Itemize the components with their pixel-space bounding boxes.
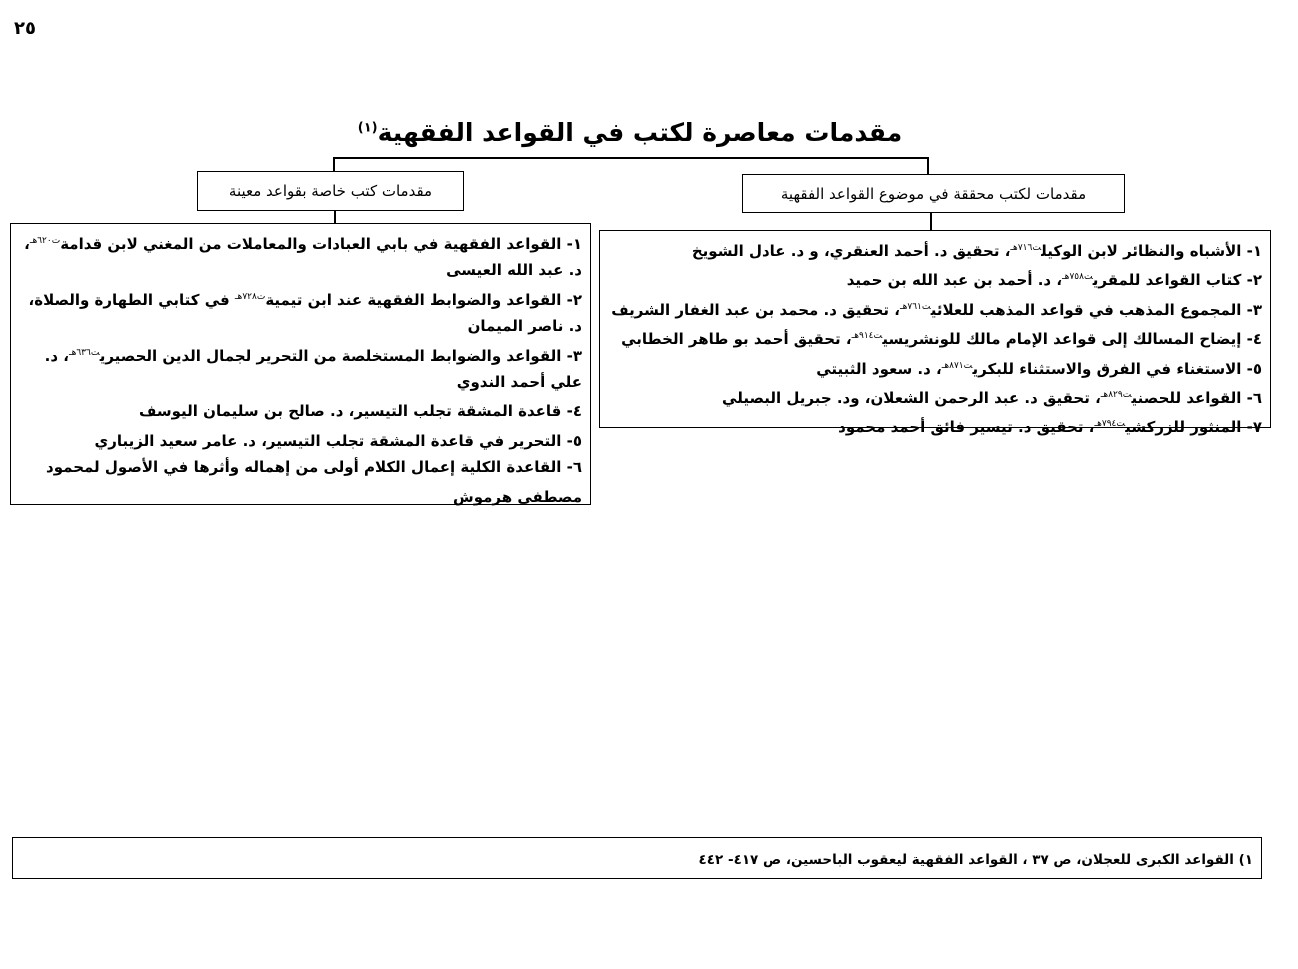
list-item: ٦- القواعد للحصني$^{ت٨٢٩هـ}$، تحقيق د. عبد الرحمن الشعلان، ود. جبريل البصيلي: [722, 389, 1262, 408]
footnote-box: [12, 837, 1262, 879]
list-item: ٣- المجموع المذهب في قواعد المذهب للعلائي$^{ت٧٦١هـ}$، تحقيق د. محمد بن عبد الغفار الشريف: [611, 300, 1262, 319]
list-item: ٢- كتاب القواعد للمقري$^{ت٧٥٨هـ}$، د. أحمد بن عبد الله بن حميد: [846, 271, 1262, 290]
category-box-right: [742, 174, 1125, 213]
list-item: ٦- القاعدة الكلية إعمال الكلام أولى من إهماله وأثرها في الأصول لمحمود مصطفى هرموش: [46, 458, 582, 506]
list-item: ٧- المنثور للزركشي$^{ت٧٩٤هـ}$، تحقيق د. تيسير فائق أحمد محمود: [838, 418, 1262, 437]
footnote-text: ١) القواعد الكبرى للعجلان، ص ٣٧ ، القواعد الفقهية ليعقوب الباحسين، ص ٤١٧- ٤٤٢: [698, 852, 1253, 868]
title-text: مقدمات معاصرة لكتب في القواعد الفقهية: [377, 118, 903, 147]
list-item: ٥- التحرير في قاعدة المشقة تجلب التيسير، د. عامر سعيد الزيباري: [94, 431, 582, 450]
list-item: ١- القواعد الفقهية في بابي العبادات والمعاملات من المغني لابن قدامة$^{ت٦٢٠هـ}$، د. عبد الله العيسى: [24, 235, 582, 280]
list-item: ٢- القواعد والضوابط الفقهية عند ابن تيمية$^{ت٧٢٨هـ}$ في كتابي الطهارة والصلاة، د. ناصر الميمان: [28, 290, 582, 336]
page-number: ٢٥: [14, 18, 36, 39]
category-left-label: مقدمات كتب خاصة بقواعد معينة: [228, 182, 433, 200]
connector-right-down: [930, 212, 932, 231]
connector-top-stem-right: [927, 157, 929, 175]
list-item: ٣- القواعد والضوابط المستخلصة من التحرير لجمال الدين الحصيري$^{ت٦٣٦هـ}$، د. علي أحمد الندوي: [44, 346, 582, 392]
list-item: ٥- الاستغناء في الفرق والاستثناء للبكري$^{ت٨٧١هـ}$، د. سعود الثبيتي: [816, 359, 1262, 378]
category-right-label: مقدمات لكتب محققة في موضوع القواعد الفقهية: [780, 184, 1087, 203]
list-item: ١- الأشباه والنظائر لابن الوكيل$^{ت٧١٦هـ}$، تحقيق د. أحمد العنقري، و د. عادل الشويخ: [691, 242, 1262, 260]
connector-top-bar: [333, 157, 929, 159]
page-title: [330, 118, 930, 147]
category-box-left: [197, 171, 464, 211]
left-list-box: [10, 223, 591, 505]
right-list-box: [599, 230, 1271, 437]
connector-left-down: [334, 209, 336, 224]
list-item: ٤- قاعدة المشقة تجلب التيسير، د. صالح بن سليمان اليوسف: [139, 402, 582, 421]
title-footnote-ref: (١): [357, 120, 378, 136]
list-item: ٤- إيضاح المسالك إلى قواعد الإمام مالك للونشريسي$^{ت٩١٤هـ}$، تحقيق أحمد بو طاهر الخطابي: [621, 330, 1262, 349]
